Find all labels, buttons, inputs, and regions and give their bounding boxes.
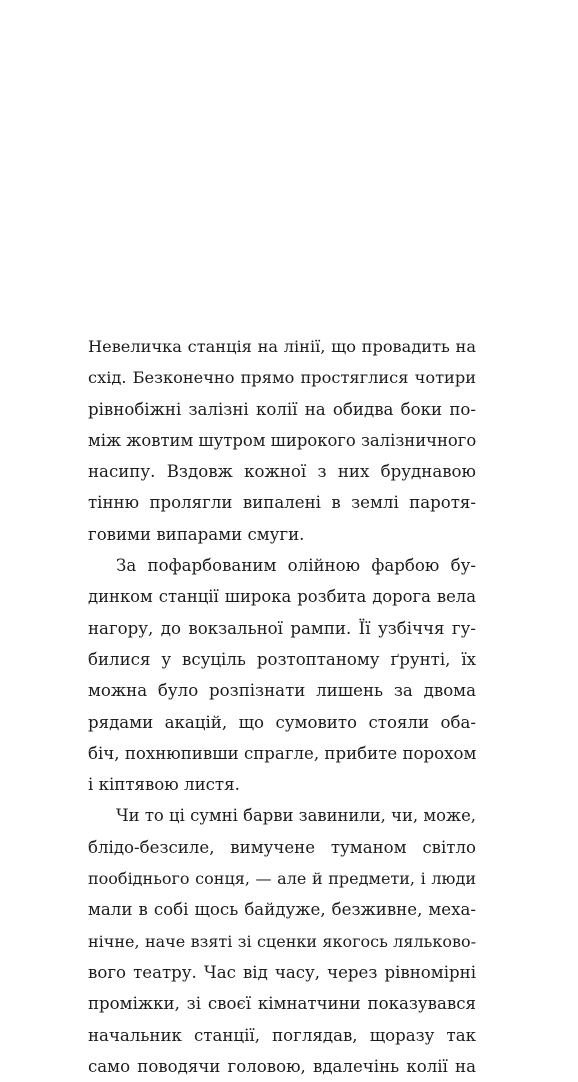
text-line: За пофарбованим олійною фарбою бу- xyxy=(116,556,476,576)
text-line: говими випарами смуги. xyxy=(88,524,305,544)
text-line: між жовтим шутром широкого залізничного xyxy=(88,430,477,450)
text-line: Чи то ці сумні барви завинили, чи, може, xyxy=(116,806,476,826)
text-line: схід. Безконечно прямо простяглися чотири xyxy=(88,368,476,388)
text-line: нічне, наче взяті зі сценки якогось ляльково- xyxy=(88,931,476,951)
text-line: само поводячи головою, вдалечінь колії на xyxy=(88,1056,476,1076)
text-line: динком станції широка розбита дорога вела xyxy=(88,587,476,607)
text-line: пообіднього сонця, — але й предмети, і люди xyxy=(88,869,476,889)
text-line: мали в собі щось байдуже, безживне, меха- xyxy=(88,900,476,920)
paragraph-1 xyxy=(88,331,476,550)
text-line: тінню пролягли випалені в землі паротя- xyxy=(88,493,476,513)
text-line: начальник станції, поглядав, щоразу так xyxy=(88,1025,476,1045)
paragraph-3 xyxy=(88,800,476,1082)
text-line: билися у всуціль розтоптаному ґрунті, їх xyxy=(88,649,476,669)
text-line: рядами акацій, що сумовито стояли оба- xyxy=(88,712,476,732)
text-line: насипу. Вздовж кожної з них бруднавою xyxy=(88,462,476,482)
text-line: біч, похнюпивши спрагле, прибите порохом xyxy=(88,743,477,763)
text-line: Невеличка станція на лінії, що провадить на xyxy=(88,337,476,356)
text-line: можна було розпізнати лишень за двома xyxy=(88,681,476,701)
text-line: блідо-безсиле, вимучене туманом світло xyxy=(88,837,476,857)
text-line: проміжки, зі своєї кімнатчини показувався xyxy=(88,994,476,1014)
text-line: вого театру. Час від часу, через рівномірні xyxy=(88,962,476,982)
text-line: і кіптявою листя. xyxy=(88,775,240,795)
paragraph-2 xyxy=(88,550,476,800)
body-text xyxy=(88,331,476,1082)
text-line: рівнобіжні залізні колії на обидва боки по- xyxy=(88,399,476,419)
text-line: нагору, до вокзальної рампи. Її узбіччя гу- xyxy=(88,618,476,638)
